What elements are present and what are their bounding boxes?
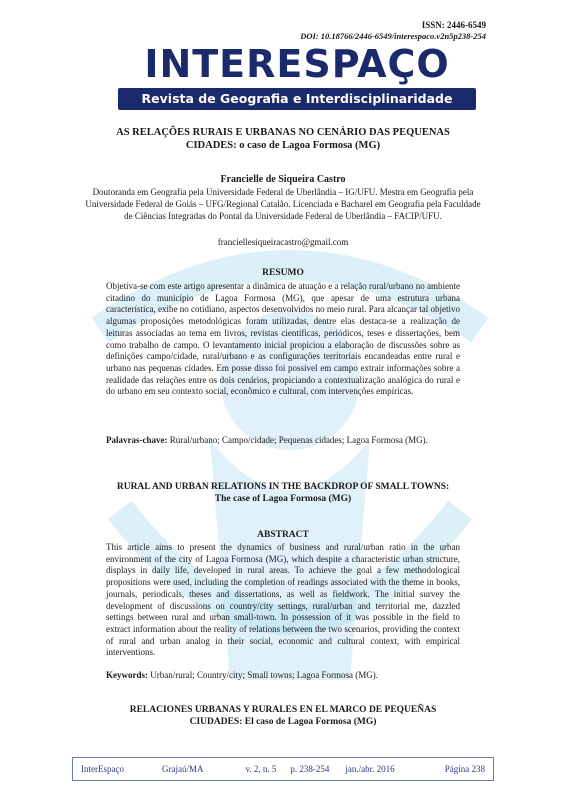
keywords-en	[106, 670, 460, 680]
article-title-en-line1: RURAL AND URBAN RELATIONS IN THE BACKDROP OF SMALL TOWNS:	[116, 482, 450, 492]
journal-logo-text: INTERESPAÇO	[144, 42, 450, 86]
article-title-pt	[80, 126, 486, 152]
footer-page-number: Página 238	[444, 764, 485, 774]
keywords-en-label: Keywords:	[106, 670, 148, 680]
abstract-heading: ABSTRACT	[257, 530, 309, 540]
article-title-en	[100, 482, 466, 505]
footer-journal: InterEspaço	[81, 764, 124, 774]
keywords-en-values: Urban/rural; Country/city; Small towns; Lagoa Formosa (MG).	[150, 670, 378, 680]
article-title-en-line2: The case of Lagoa Formosa (MG)	[214, 493, 352, 504]
author-name: Francielle de Siqueira Castro	[220, 174, 346, 185]
abstract-body: This article aims to present the dynamics of business and rural/urban ratio in the urban environment of the city of Lagoa Formosa (MG), which despite a characteristic urban structure, displays in daily life, developed in rural areas. To achieve the goal a few methodological propositions were used, including the completion of readings associated with the theme in books, journals, periodicals, theses and dissertations, as well as fieldwork. The initial survey the development of discussions on country/city settings, rural/urban and territorial me, dazzled settings between rural and urban small-town. In possession of it was possible in the field to extract information about the reality of relations between the two scenarios, providing the context of rural and urban analog in their social, economic and cultural context, with empirical interventions.	[106, 542, 460, 658]
footer-pages: p. 238-254	[290, 764, 330, 774]
resumo-heading: RESUMO	[262, 268, 304, 278]
journal-logo	[108, 42, 486, 114]
resumo-body: Objetiva-se com este artigo apresentar a dinâmica de atuação e a relação rural/urbano no ambiente citadino do município de Lagoa Formosa (MG), que apesar de uma estrutura urbana característica, exibe no cotidiano, aspectos desenvolvidos no meio rural. Para alcançar tal objetivo algumas proposições metodológicas foram utilizadas, dentre elas destaca-se a realização de leituras associadas ao tema em livros, revistas científicas, periódicos, teses e dissertações, bem como trabalho de campo. O levantamento inicial propiciou a elaboração de discussões sobre as definições campo/cidade, rural/urbano e as configurações territoriais encandeadas entre rural e urbano nas pequenas cidades. Em posse disso foi possível em campo extrair informações sobre a realidade das relações entre os dois cenários, propiciando a contextualização analógica do rural e do urbano em seu contexto social, econômico e cultural, com intervenções empíricas.	[106, 281, 460, 397]
keywords-pt	[106, 435, 460, 447]
footer-volume: v. 2, n. 5	[245, 764, 277, 774]
doi-identifier: DOI: 10.18766/2446-6549/interespaco.v2n5p238-254	[300, 31, 486, 41]
article-title-pt-line1: AS RELAÇÕES RURAIS E URBANAS NO CENÁRIO DAS PEQUENAS	[116, 127, 450, 138]
journal-subtitle: Revista de Geografia e Interdisciplinaridade	[118, 88, 476, 110]
article-title-es-line1: RELACIONES URBANAS Y RURALES EN EL MARCO DE PEQUEÑAS	[129, 705, 437, 715]
footer-place: Grajaú/MA	[161, 764, 204, 774]
issn-number: ISSN: 2446-6549	[421, 20, 486, 30]
keywords-pt-label: Palavras-chave:	[106, 435, 168, 445]
author-affiliation: Doutoranda em Geografia pela Universidade Federal de Uberlândia – IG/UFU. Mestra em Geografia pela Universidade Federal de Goiás – UFG/Regional Catalão. Licenciada e Bacharel em Geografia pela Faculdade de Ciências Integradas do Pontal da Universidade Federal de Uberlândia – FACIP/UFU.	[85, 187, 481, 221]
footer-date: jan./abr. 2016	[345, 764, 395, 774]
author-email: franciellesiqueiracastro@gmail.com	[217, 237, 349, 247]
article-title-pt-line2: CIDADES: o caso de Lagoa Formosa (MG)	[185, 140, 381, 151]
page-footer	[72, 757, 494, 781]
keywords-pt-values: Rural/urbano; Campo/cidade; Pequenas cidades; Lagoa Formosa (MG).	[169, 435, 428, 445]
article-title-es-line2: CIUDADES: El caso de Lagoa Formosa (MG)	[189, 716, 377, 727]
article-title-es	[90, 705, 476, 728]
